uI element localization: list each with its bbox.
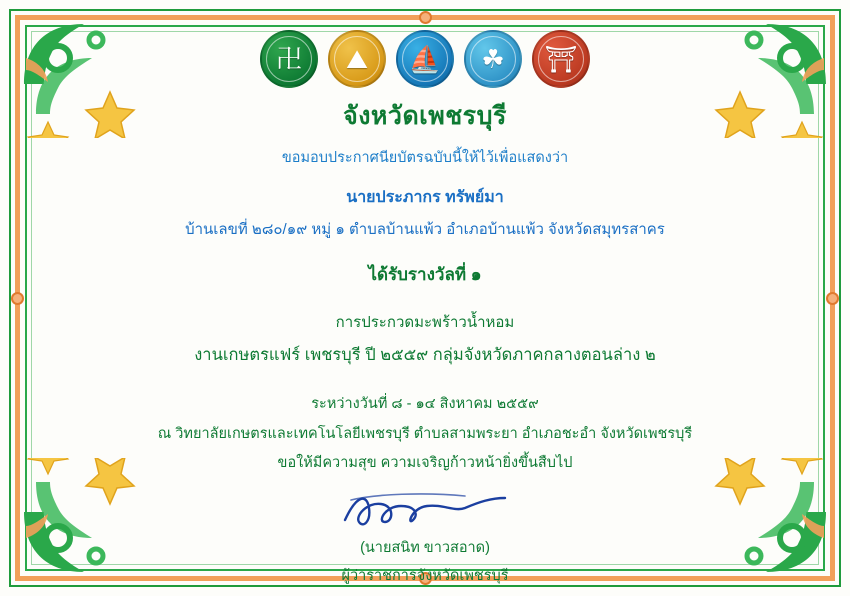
samut-prakan-emblem-icon bbox=[464, 30, 522, 88]
signer-title: ผู้ว่าราชการจังหวัดเพชรบุรี bbox=[341, 568, 509, 584]
event-date-text: ระหว่างวันที่ ๘ - ๑๔ สิงหาคม ๒๕๕๙ bbox=[311, 396, 539, 412]
handwritten-signature-icon bbox=[40, 488, 810, 534]
recipient-name: นายประภากร ทรัพย์มา bbox=[346, 189, 504, 206]
seal-glyph: ⛵ bbox=[408, 44, 442, 74]
edge-ornament-dot-right bbox=[826, 292, 839, 305]
samut-sakhon-emblem-junk-boat-icon bbox=[396, 30, 454, 88]
agriculture-emblem-icon bbox=[328, 30, 386, 88]
wish-text: ขอให้มีความสุข ความเจริญก้าวหน้ายิ่งขึ้นสืบไป bbox=[277, 455, 573, 471]
page-title: จังหวัดเพชรบุรี bbox=[343, 102, 507, 130]
seal-glyph: ⛰ bbox=[346, 44, 368, 74]
edge-ornament-dot-top bbox=[419, 11, 432, 24]
event-venue-text: ณ วิทยาลัยเกษตรและเทคโนโลยีเพชรบุรี ตำบลสามพระยา อำเภอชะอำ จังหวัดเพชรบุรี bbox=[157, 426, 693, 442]
provincial-emblem-phetchaburi-icon bbox=[260, 30, 318, 88]
seal-glyph: 卍 bbox=[275, 44, 302, 74]
event-name-text: งานเกษตรแฟร์ เพชรบุรี ปี ๒๕๕๙ กลุ่มจังหวัดภาคกลางตอนล่าง ๒ bbox=[194, 346, 656, 364]
seal-glyph: ☘ bbox=[481, 44, 505, 74]
signature-block bbox=[40, 488, 810, 584]
signer-name: (นายสนิท ขาวสอาด) bbox=[360, 540, 490, 556]
prize-rank-text: ได้รับรางวัลที่ ๑ bbox=[368, 265, 482, 284]
seal-glyph: ⛩ bbox=[544, 44, 578, 74]
phetchaburi-palace-emblem-icon bbox=[532, 30, 590, 88]
edge-ornament-dot-left bbox=[11, 292, 24, 305]
emblem-seal-row bbox=[40, 30, 810, 88]
award-intro-text: ขอมอบประกาศนียบัตรฉบับนี้ให้ไว้เพื่อแสดงว่า bbox=[281, 150, 569, 166]
contest-category-text: การประกวดมะพร้าวน้ำหอม bbox=[335, 314, 515, 331]
certificate-content bbox=[40, 26, 810, 584]
recipient-address: บ้านเลขที่ ๒๘๐/๑๙ หมู่ ๑ ตำบลบ้านแพ้ว อำเภอบ้านแพ้ว จังหวัดสมุทรสาคร bbox=[185, 221, 665, 238]
